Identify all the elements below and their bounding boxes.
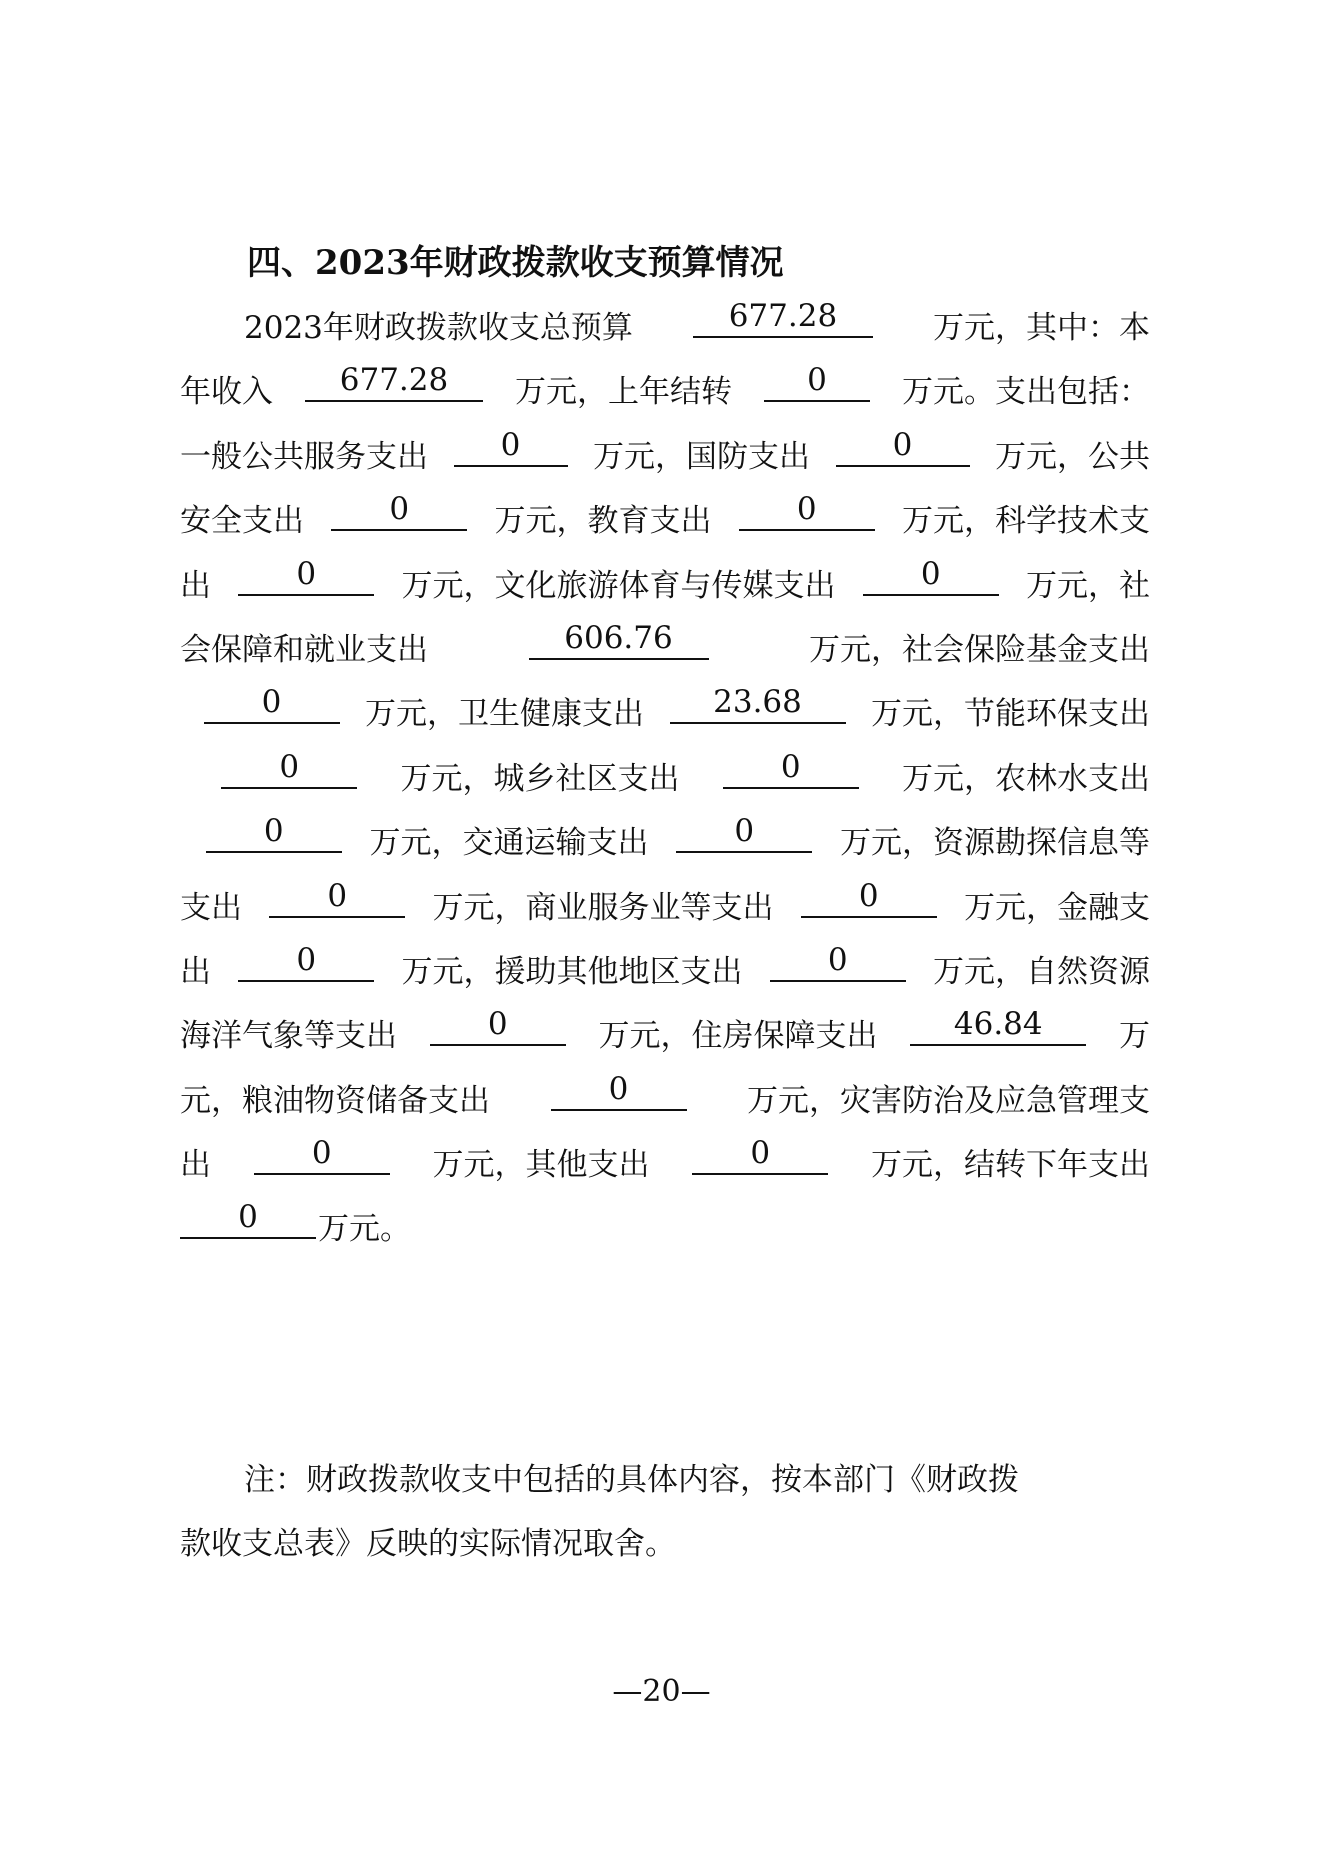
resources-value: 0 xyxy=(269,876,405,918)
insurance-fund-value: 0 xyxy=(204,682,340,724)
commerce-value: 0 xyxy=(801,876,937,918)
health-value: 23.68 xyxy=(670,682,846,724)
text-segment: 万元，其他支出 xyxy=(432,1147,650,1184)
paragraph-line-10 xyxy=(180,876,1150,940)
natural-resources-value: 0 xyxy=(430,1004,566,1046)
text-segment: 会保障和就业支出 xyxy=(180,631,428,668)
paragraph-line-8 xyxy=(180,747,1150,811)
text-segment: 万元，社会保险基金支出 xyxy=(809,631,1150,668)
text-segment: 万元，交通运输支出 xyxy=(369,825,649,862)
other-expenditure-value: 0 xyxy=(692,1133,828,1175)
text-segment: 万元，援助其他地区支出 xyxy=(401,953,743,990)
paragraph-line-2 xyxy=(180,360,1150,424)
text-segment: 万元。支出包括： xyxy=(902,374,1150,411)
text-segment: 万元，上年结转 xyxy=(515,374,732,411)
income-value: 677.28 xyxy=(305,360,483,402)
text-segment: 万元，资源勘探信息等 xyxy=(840,825,1150,862)
social-security-employment-value: 606.76 xyxy=(529,618,709,660)
paragraph-line-1 xyxy=(180,296,1150,360)
text-segment: 万元，卫生健康支出 xyxy=(365,696,644,733)
section-heading: 四、2023年财政拨款收支预算情况 xyxy=(247,243,784,283)
paragraph-line-9 xyxy=(180,811,1150,875)
note-text: 款收支总表》反映的实际情况取舍。 xyxy=(180,1526,676,1563)
budget-paragraph xyxy=(180,296,1150,1262)
urban-rural-value: 0 xyxy=(723,747,859,789)
text-segment: 年收入 xyxy=(180,374,273,411)
text-segment: 元，粮油物资储备支出 xyxy=(180,1082,490,1119)
finance-value: 0 xyxy=(238,940,374,982)
text-segment: 海洋气象等支出 xyxy=(180,1018,397,1055)
note-line-2 xyxy=(180,1512,1150,1576)
carryover-value: 0 xyxy=(764,360,870,402)
text-segment: 出 xyxy=(180,567,211,604)
text-segment: 万元。 xyxy=(318,1211,411,1248)
note-line-1 xyxy=(180,1448,1150,1512)
defense-value: 0 xyxy=(836,425,970,467)
education-value: 0 xyxy=(739,489,875,531)
paragraph-line-3 xyxy=(180,425,1150,489)
text-segment: 万元，科学技术支 xyxy=(902,503,1150,540)
agriculture-value: 0 xyxy=(206,811,342,853)
grain-reserve-value: 0 xyxy=(551,1069,687,1111)
text-segment: 支出 xyxy=(180,889,242,926)
page-number: —20— xyxy=(612,1674,711,1709)
text-segment: 万元，国防支出 xyxy=(593,438,810,475)
text-segment: 万元，自然资源 xyxy=(933,953,1150,990)
environment-value: 0 xyxy=(221,747,357,789)
science-technology-value: 0 xyxy=(238,554,374,596)
text-segment: 万元，商业服务业等支出 xyxy=(432,889,774,926)
total-budget-value: 677.28 xyxy=(693,296,873,338)
text-segment: 一般公共服务支出 xyxy=(180,438,428,475)
text-segment: 万元，节能环保支出 xyxy=(871,696,1150,733)
text-segment: 安全支出 xyxy=(180,503,304,540)
paragraph-line-14 xyxy=(180,1133,1150,1197)
paragraph-line-4 xyxy=(180,489,1150,553)
text-segment: 万元，结转下年支出 xyxy=(871,1147,1150,1184)
paragraph-line-7 xyxy=(180,682,1150,746)
text-segment: 万元，城乡社区支出 xyxy=(400,760,680,797)
text-segment: 万元，其中：本 xyxy=(933,310,1150,346)
paragraph-line-12 xyxy=(180,1004,1150,1068)
text-segment: 万元，公共 xyxy=(995,438,1150,475)
text-segment: 万元，住房保障支出 xyxy=(598,1018,878,1055)
paragraph-line-13 xyxy=(180,1069,1150,1133)
note-text: 注：财政拨款收支中包括的具体内容，按本部门《财政拨 xyxy=(244,1462,1019,1498)
next-year-carryover-value: 0 xyxy=(180,1197,316,1239)
transport-value: 0 xyxy=(676,811,812,853)
disaster-value: 0 xyxy=(254,1133,390,1175)
text-segment: 万元，教育支出 xyxy=(494,503,712,540)
culture-tourism-value: 0 xyxy=(863,554,999,596)
housing-value: 46.84 xyxy=(910,1004,1086,1046)
paragraph-line-5 xyxy=(180,554,1150,618)
aid-regions-value: 0 xyxy=(770,940,906,982)
text-segment: 出 xyxy=(180,1147,211,1184)
text-segment: 万元，文化旅游体育与传媒支出 xyxy=(401,567,836,604)
text-segment: 万元，金融支 xyxy=(964,889,1150,926)
note-paragraph xyxy=(180,1448,1150,1577)
text-segment: 万 xyxy=(1119,1018,1150,1055)
text-segment: 万元，农林水支出 xyxy=(902,760,1150,797)
paragraph-line-6 xyxy=(180,618,1150,682)
general-public-services-value: 0 xyxy=(454,425,568,467)
paragraph-line-11 xyxy=(180,940,1150,1004)
paragraph-line-15 xyxy=(180,1197,1150,1261)
text-segment: 万元，灾害防治及应急管理支 xyxy=(747,1082,1150,1119)
text-segment: 2023年财政拨款收支总预算 xyxy=(244,310,633,346)
text-segment: 万元，社 xyxy=(1026,567,1150,604)
public-security-value: 0 xyxy=(331,489,467,531)
text-segment: 出 xyxy=(180,953,211,990)
